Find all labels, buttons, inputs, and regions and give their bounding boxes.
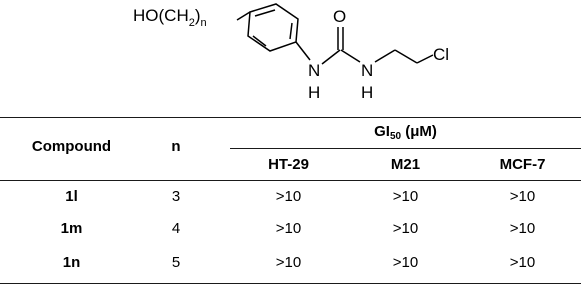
table-row-value: >10 (275, 220, 302, 237)
table-row-value: >10 (275, 254, 302, 271)
benzene-double-bond (290, 23, 292, 39)
gi50-subheader-rule (230, 148, 581, 149)
table-row-n: 5 (171, 254, 181, 271)
table-row-value: >10 (392, 220, 419, 237)
table-row-value: >10 (392, 254, 419, 271)
nh-left-n: N (308, 61, 321, 80)
carbonyl-to-n-bond (341, 50, 360, 62)
header-cell-line-m21: M21 (390, 156, 421, 173)
header-cell-line-ht29: HT-29 (268, 156, 309, 173)
n-to-ethyl-bond (375, 50, 395, 62)
table-row-n: 3 (171, 188, 181, 205)
chemical-structure (0, 0, 581, 105)
table-row-value: >10 (275, 188, 302, 205)
benzene-double-bond (255, 10, 275, 16)
table-row-compound: 1n (62, 254, 81, 271)
ring-to-nh-bond (296, 42, 310, 60)
n-to-carbonyl-bond (322, 50, 340, 64)
table-row-value: >10 (509, 220, 536, 237)
header-gi50: $GI_{50}$ (μM) (374, 123, 437, 142)
table-row-value: >10 (509, 188, 536, 205)
table-row-value: >10 (392, 188, 419, 205)
header-cell-line-mcf7: MCF-7 (499, 156, 546, 173)
chlorine-label: Cl (433, 45, 450, 64)
nh-right-h: H (361, 83, 374, 102)
ethyl-bond (395, 50, 417, 63)
table-top-rule (0, 117, 581, 118)
carbonyl-oxygen: O (333, 7, 347, 26)
table-row-compound: 1m (60, 220, 83, 237)
table-row-n: 4 (171, 220, 181, 237)
alkyl-to-ring-bond (237, 12, 250, 20)
header-n: n (171, 138, 181, 155)
header-compound: Compound (31, 138, 112, 155)
nh-left-h: H (308, 83, 321, 102)
ethyl-to-cl-bond (417, 55, 433, 63)
hydroxyalkyl-label: $HO(CH_2)_n$ (133, 6, 207, 29)
table-row-compound: 1l (65, 188, 78, 205)
header-bottom-rule (0, 180, 581, 181)
table-row-value: >10 (509, 254, 536, 271)
table-bottom-rule (0, 283, 581, 284)
nh-right-n: N (361, 61, 374, 80)
